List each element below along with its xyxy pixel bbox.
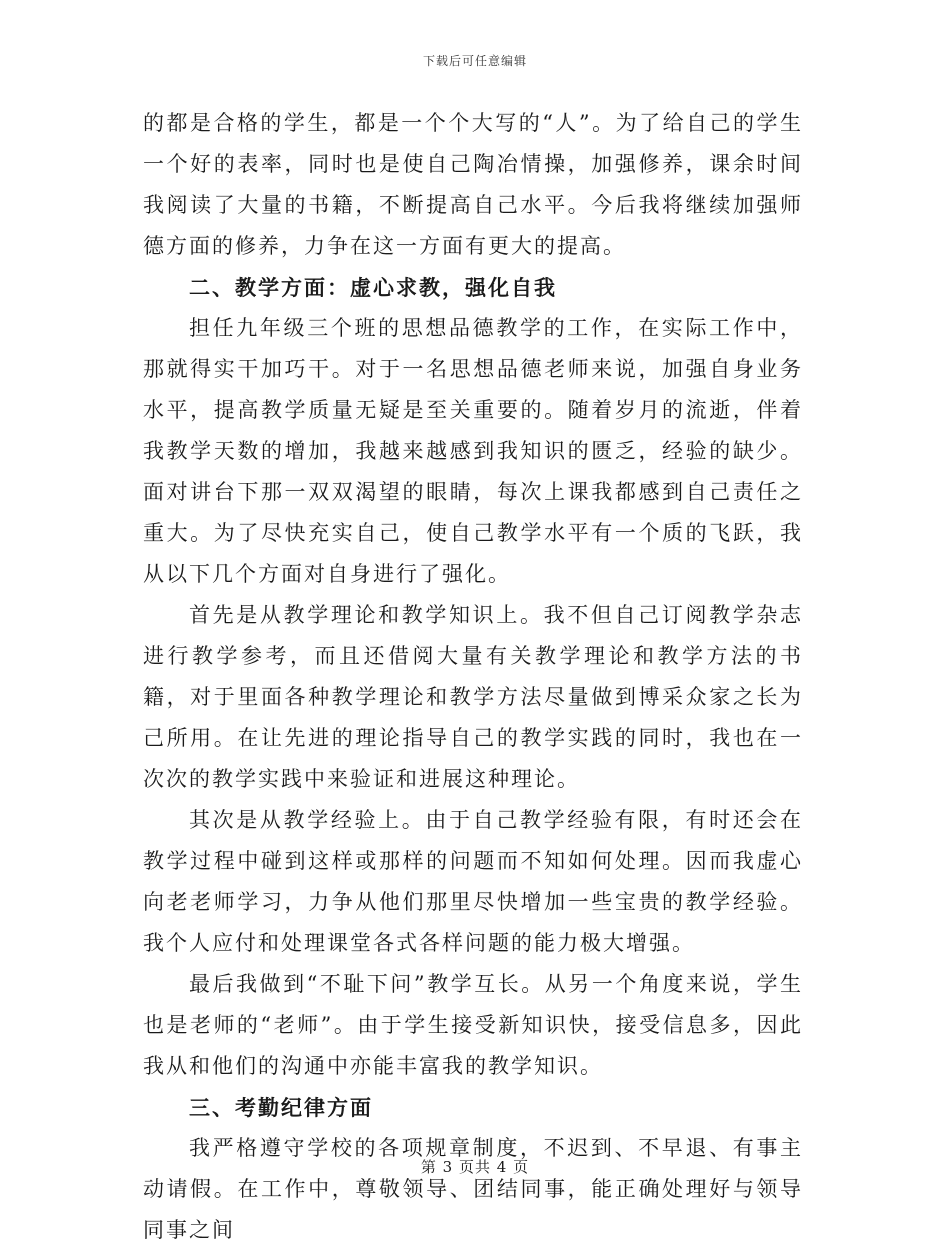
- paragraph-5: 最后我做到“不耻下问”教学互长。从另一个角度来说，学生也是老师的“老师”。由于学生接受新知识快，接受信息多，因此我从和他们的沟通中亦能丰富我的教学知识。: [143, 972, 803, 1078]
- paragraph-1: 的都是合格的学生，都是一个个大写的“人”。为了给自己的学生一个好的表率，同时也是使自己陶冶情操，加强修养，课余时间我阅读了大量的书籍，不断提高自己水平。今后我将继续加强师德方面的修养，力争在这一方面有更大的提高。: [143, 111, 803, 258]
- paragraph-2: 担任九年级三个班的思想品德教学的工作，在实际工作中，那就得实干加巧干。对于一名思想品德老师来说，加强自身业务水平，提高教学质量无疑是至关重要的。随着岁月的流逝，伴着我教学天数的增加，我越来越感到我知识的匮乏，经验的缺少。面对讲台下那一双双渴望的眼睛，每次上课我都感到自己责任之重大。为了尽快充实自己，使自己教学水平有一个质的飞跃，我从以下几个方面对自身进行了强化。: [143, 316, 803, 586]
- paragraph-3: 首先是从教学理论和教学知识上。我不但自己订阅教学杂志进行教学参考，而且还借阅大量有关教学理论和教学方法的书籍，对于里面各种教学理论和教学方法尽量做到博采众家之长为己所用。在让先进的理论指导自己的教学实践的同时，我也在一次次的教学实践中来验证和进展这种理论。: [143, 603, 803, 791]
- document-body: [143, 103, 803, 1251]
- section-heading-attendance: 三、考勤纪律方面: [189, 1095, 373, 1120]
- paragraph-4: 其次是从教学经验上。由于自己教学经验有限，有时还会在教学过程中碰到这样或那样的问题而不知如何处理。因而我虚心向老老师学习，力争从他们那里尽快增加一些宝贵的教学经验。我个人应付和处理课堂各式各样问题的能力极大增强。: [143, 808, 803, 955]
- section-heading-teaching: 二、教学方面：虚心求教，强化自我: [189, 275, 557, 300]
- paragraph-6: 我严格遵守学校的各项规章制度，不迟到、不早退、有事主动请假。在工作中，尊敬领导、团结同事，能正确处理好与领导同事之间: [143, 1136, 803, 1242]
- page-header: 下载后可任意编辑: [422, 54, 527, 68]
- page-footer: 第 3 页共 4 页: [420, 1158, 530, 1176]
